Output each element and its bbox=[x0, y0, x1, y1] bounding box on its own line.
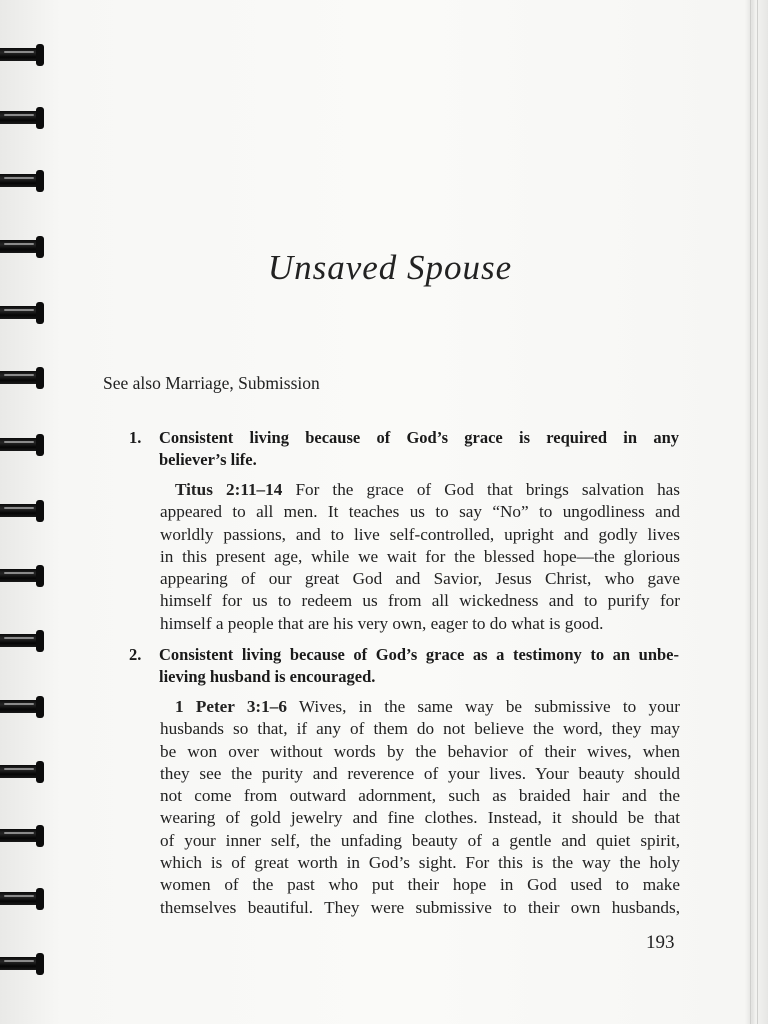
page-edge bbox=[750, 0, 751, 1024]
binding-coil bbox=[0, 825, 46, 847]
binding-coil bbox=[0, 630, 46, 652]
scripture-reference: Titus 2:11–14 bbox=[175, 480, 283, 499]
passage-line: wearing of gold jewelry and fine clothes. Instead, it should be that bbox=[160, 808, 680, 828]
chapter-title: Unsaved Spouse bbox=[267, 248, 513, 287]
passage-line: they see the purity and reverence of your lives. Your beauty should bbox=[160, 763, 680, 783]
binding-coil bbox=[0, 107, 46, 129]
heading-line: lieving husband is encouraged. bbox=[159, 667, 376, 686]
binding-coil bbox=[0, 761, 46, 783]
binding-coil bbox=[0, 500, 46, 522]
passage-line: not come from outward adornment, such as braided hair and the bbox=[160, 786, 680, 806]
heading-line: believer’s life. bbox=[159, 450, 257, 469]
passage-line: which is of great worth in God’s sight. For this is the way the holy bbox=[160, 853, 680, 873]
passage-line: be won over without words by the behavior of their wives, when bbox=[160, 741, 680, 761]
binding-coil bbox=[0, 888, 46, 910]
binding-coil bbox=[0, 953, 46, 975]
passage-line: of your inner self, the unfading beauty of a gentle and quiet spirit, bbox=[160, 830, 680, 850]
passage-line: worldly passions, and to live self-controlled, upright and godly lives bbox=[160, 524, 680, 544]
binding-coil bbox=[0, 696, 46, 718]
binding-coil bbox=[0, 367, 46, 389]
scripture-passage bbox=[160, 696, 680, 919]
passage-line: themselves beautiful. They were submissive to their own husbands, bbox=[160, 897, 680, 917]
binding-coil bbox=[0, 44, 46, 66]
section-number: 1. bbox=[129, 428, 142, 447]
passage-line: appeared to all men. It teaches us to say “No” to ungodliness and bbox=[160, 502, 680, 522]
passage-line: appearing of our great God and Savior, Jesus Christ, who gave bbox=[160, 569, 680, 589]
binding-coil bbox=[0, 565, 46, 587]
page-number: 193 bbox=[646, 932, 675, 953]
passage-line: himself for us to redeem us from all wickedness and to purify for bbox=[160, 591, 680, 611]
passage-line: For the grace of God that brings salvation has bbox=[282, 480, 680, 499]
passage-line: in this present age, while we wait for the blessed hope—the glorious bbox=[160, 546, 680, 566]
passage-line: women of the past who put their hope in God used to make bbox=[160, 875, 680, 895]
page-edge bbox=[757, 0, 758, 1024]
scripture-passage bbox=[160, 479, 680, 635]
scripture-reference: 1 Peter 3:1–6 bbox=[175, 697, 287, 716]
binding-coil bbox=[0, 170, 46, 192]
passage-line: husbands so that, if any of them do not believe the word, they may bbox=[160, 719, 680, 739]
section-number: 2. bbox=[129, 645, 142, 664]
binding-coil bbox=[0, 302, 46, 324]
see-also-note: See also Marriage, Submission bbox=[103, 373, 320, 393]
passage-line: himself a people that are his very own, eager to do what is good. bbox=[160, 613, 604, 633]
binding-coil bbox=[0, 434, 46, 456]
passage-line: Wives, in the same way be submissive to your bbox=[286, 697, 680, 716]
heading-line: Consistent living because of God’s grace as a testimony to an unbe- bbox=[159, 645, 679, 664]
heading-line: Consistent living because of God’s grace is required in any bbox=[159, 428, 679, 447]
